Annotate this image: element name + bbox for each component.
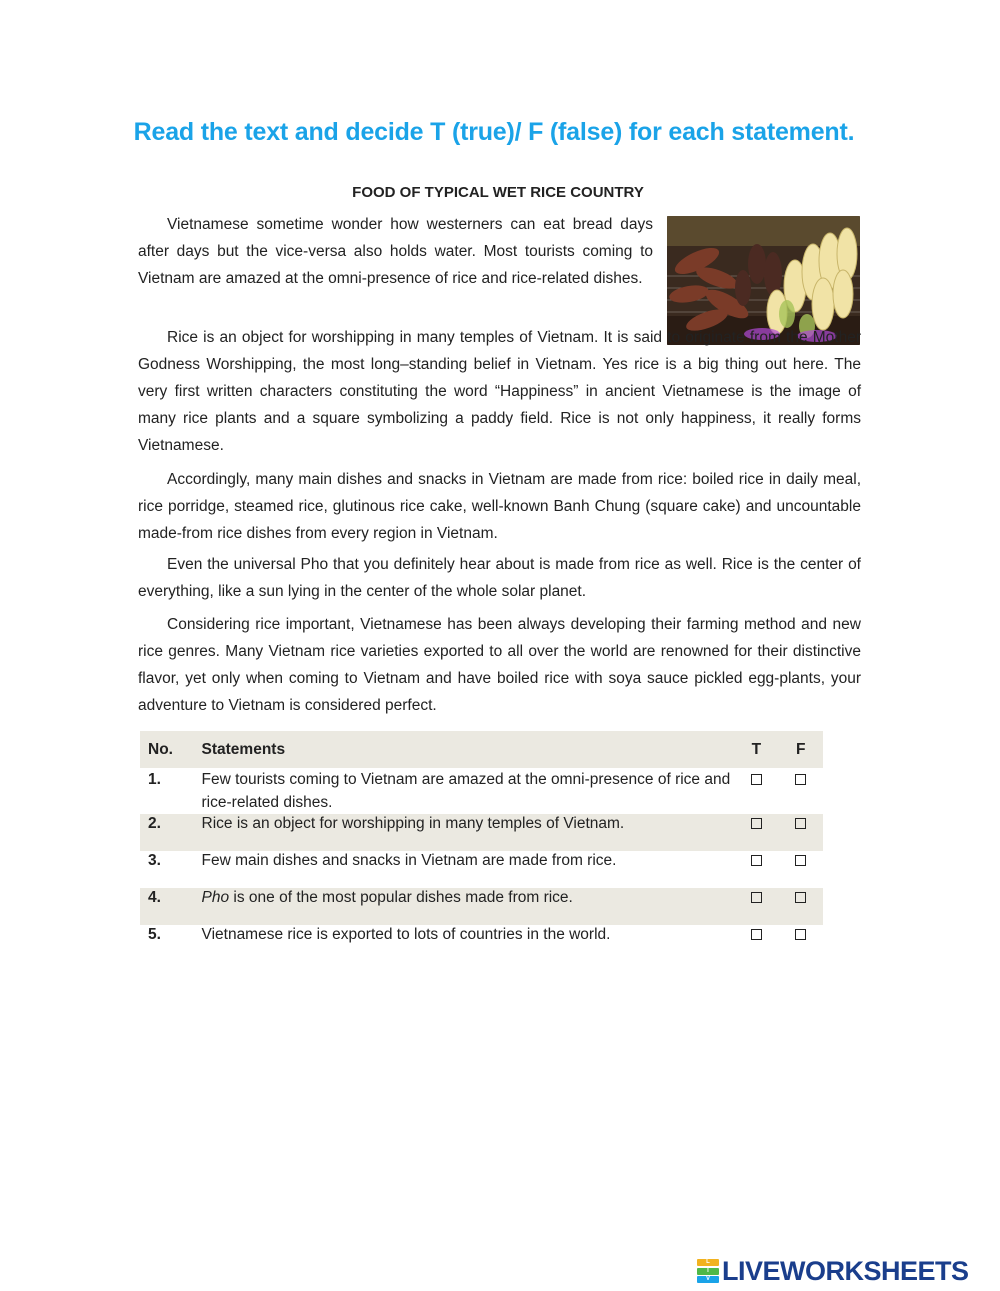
- row-number: 2.: [148, 815, 161, 832]
- false-checkbox-cell: [779, 768, 823, 814]
- header-false: F: [796, 740, 806, 758]
- row-number: 3.: [148, 852, 161, 869]
- statement-text: Few tourists coming to Vietnam are amazed at the omni-presence of rice and rice-related dishes.: [201, 771, 731, 811]
- header-statements: Statements: [201, 740, 286, 758]
- paragraph-5: Considering rice important, Vietnamese has been always developing their farming method and new rice genres. Many Vietnam rice varieties exported to all over the world are renowned for their distinctive flavor, yet only when coming to Vietnam and have boiled rice with soya sauce pickled egg-plants, your adventure to Vietnam is considered perfect.: [138, 616, 861, 714]
- header-true: T: [751, 740, 762, 758]
- statement-text: Few main dishes and snacks in Vietnam are made from rice.: [201, 852, 617, 869]
- table-row: [140, 814, 823, 851]
- liveworksheets-mark-icon: L I V: [697, 1259, 719, 1283]
- true-checkbox[interactable]: [751, 855, 762, 866]
- paragraph-2: Rice is an object for worshipping in many temples of Vietnam. It is said to originate from the Mother Godness Worshipping, the most long–standing belief in Vietnam. Yes rice is a big thing out here. The very first written characters constituting the word “Happiness” in ancient Vietnamese is the image of many rice plants and a square symbolizing a paddy field. Rice is not only happiness, it really forms Vietnamese.: [138, 329, 861, 454]
- header-no: No.: [148, 740, 173, 758]
- true-checkbox-cell: [734, 888, 778, 925]
- true-checkbox-cell: [734, 814, 778, 851]
- table-header-row: [140, 731, 823, 768]
- statement-text: Pho is one of the most popular dishes made from rice.: [201, 889, 573, 906]
- false-checkbox-cell: [779, 814, 823, 851]
- true-checkbox[interactable]: [751, 818, 762, 829]
- true-checkbox[interactable]: [751, 892, 762, 903]
- true-checkbox-cell: [734, 768, 778, 814]
- true-checkbox-cell: [734, 925, 778, 962]
- false-checkbox[interactable]: [795, 818, 806, 829]
- true-checkbox[interactable]: [751, 774, 762, 785]
- table-row: [140, 888, 823, 925]
- row-number: 5.: [148, 926, 161, 943]
- table-row: [140, 925, 823, 962]
- true-checkbox-cell: [734, 851, 778, 888]
- paragraph-1: Vietnamese sometime wonder how westerners can eat bread days after days but the vice-versa also holds water. Most tourists coming to Vietnam are amazed at the omni-presence of rice and rice-related dishes.: [138, 216, 653, 287]
- paragraph-4: Even the universal Pho that you definitely hear about is made from rice as well. Rice is the center of everything, like a sun lying in the center of the whole solar planet.: [138, 556, 861, 600]
- true-checkbox[interactable]: [751, 929, 762, 940]
- liveworksheets-logo: [697, 1256, 969, 1286]
- statement-text: Rice is an object for worshipping in many temples of Vietnam.: [201, 815, 625, 832]
- article-title: FOOD OF TYPICAL WET RICE COUNTRY: [352, 184, 644, 201]
- false-checkbox-cell: [779, 925, 823, 962]
- row-number: 1.: [148, 771, 161, 788]
- false-checkbox[interactable]: [795, 855, 806, 866]
- instruction-heading: Read the text and decide T (true)/ F (false) for each statement.: [133, 118, 855, 146]
- statement-text: Vietnamese rice is exported to lots of countries in the world.: [201, 926, 611, 943]
- row-number: 4.: [148, 889, 161, 906]
- false-checkbox-cell: [779, 851, 823, 888]
- table-row: [140, 851, 823, 888]
- false-checkbox[interactable]: [795, 892, 806, 903]
- paragraph-3: Accordingly, many main dishes and snacks in Vietnam are made from rice: boiled rice in daily meal, rice porridge, steamed rice, glutinous rice cake, well-known Banh Chung (square cake) and uncountable made-from rice dishes from every region in Vietnam.: [138, 471, 861, 542]
- false-checkbox[interactable]: [795, 774, 806, 785]
- false-checkbox[interactable]: [795, 929, 806, 940]
- logo-text: LIVEWORKSHEETS: [722, 1255, 969, 1286]
- statements-table: [140, 731, 823, 962]
- dish-name-emphasis: Pho: [201, 889, 230, 906]
- false-checkbox-cell: [779, 888, 823, 925]
- table-row: [140, 768, 823, 814]
